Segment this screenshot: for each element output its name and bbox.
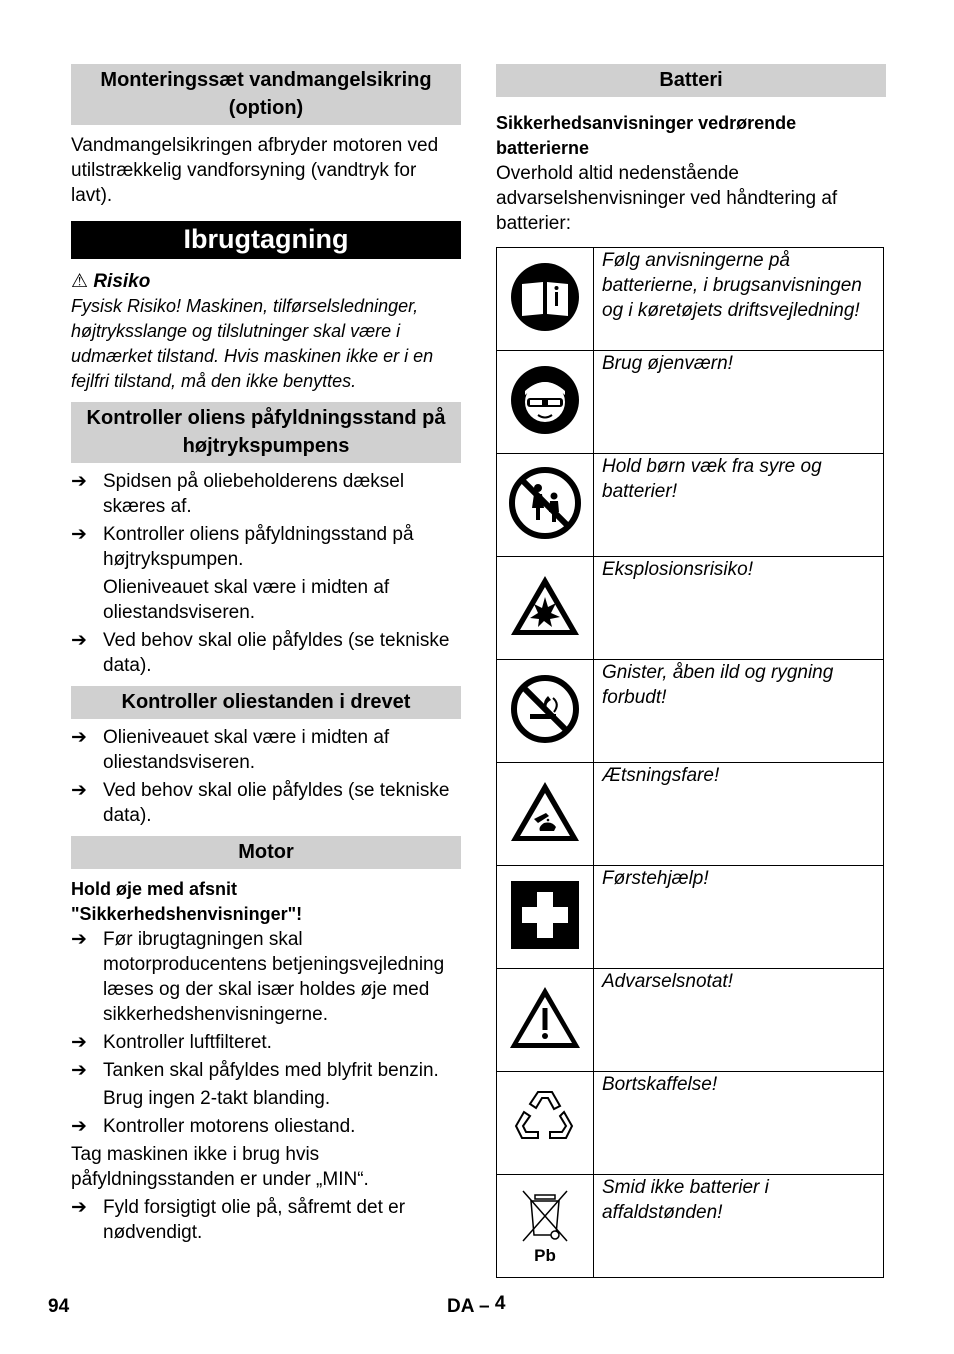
arrow-right-icon: ➔ (71, 1060, 87, 1081)
table-cell-text: Eksplosionsrisiko! (594, 557, 884, 660)
water-shortage-text: Vandmangelsikringen afbryder motoren ved utilstrækkelig vandforsyning (vandtryk for lavt). (71, 135, 439, 206)
lead-symbol-label: Pb (534, 1246, 556, 1265)
battery-safety-heading: Sikkerhedsanvisninger vedrørende batterierne (496, 113, 797, 158)
table-cell-text: Førstehjælp! (594, 866, 884, 969)
table-row (497, 660, 884, 763)
table-row (497, 866, 884, 969)
table-row (497, 969, 884, 1072)
gear-oil-list (71, 725, 461, 828)
arrow-right-icon: ➔ (71, 471, 87, 492)
list-item: ➔ Tanken skal påfyldes med blyfrit benzin. (71, 1060, 439, 1081)
table-cell-text: Bortskaffelse! (594, 1072, 884, 1175)
arrow-right-icon: ➔ (71, 929, 87, 950)
motor-list (71, 927, 461, 1139)
risk-label-row (71, 269, 461, 294)
table-row (497, 248, 884, 351)
section-heading-battery: Batteri (496, 64, 886, 97)
no-fire-smoking-icon (510, 674, 580, 744)
page-number: 94 (48, 1296, 70, 1317)
eye-protection-icon (510, 365, 580, 435)
right-column (496, 64, 886, 1278)
section-heading-pump-oil: Kontroller oliens påfyldningsstand på højtrykspumpens (71, 402, 461, 463)
section-page-number: 4 (494, 1293, 506, 1314)
corrosive-warning-icon (508, 779, 582, 845)
manual-icon (510, 262, 580, 332)
arrow-right-icon: ➔ (71, 630, 87, 651)
section-heading-motor: Motor (71, 836, 461, 869)
page-footer-label (447, 1293, 506, 1318)
left-column (71, 64, 461, 1245)
arrow-right-icon: ➔ (71, 780, 87, 801)
table-row (497, 351, 884, 454)
arrow-right-icon: ➔ (71, 1032, 87, 1053)
list-item: ➔ Fyld forsigtigt olie på, såfremt det er nødvendigt. (71, 1197, 406, 1243)
pump-oil-list (71, 469, 461, 678)
warning-triangle-icon: ⚠ (71, 271, 89, 292)
section-heading-water-shortage: Monteringssæt vandmangelsikring (option) (71, 64, 461, 125)
list-item: ➔ Før ibrugtagningen skal motorproducentens betjeningsvejledning læses og der skal især holdes øje med sikkerhedshenvisningerne. (71, 929, 445, 1025)
risk-label: Risiko (93, 271, 151, 292)
table-row (497, 1175, 884, 1278)
chapter-heading-commissioning: Ibrugtagning (71, 221, 461, 259)
table-cell-text: Gnister, åben ild og rygning forbudt! (594, 660, 884, 763)
list-item: ➔ Spidsen på oliebeholderens dæksel skæres af. (71, 471, 405, 517)
table-cell-text: Smid ikke batterier i affaldstønden! (594, 1175, 884, 1278)
safety-reference-note: Hold øje med afsnit "Sikkerhedshenvisninger"! (71, 879, 303, 924)
first-aid-icon (510, 880, 580, 950)
table-row (497, 454, 884, 557)
list-note: Olieniveauet skal være i midten af oliestandsviseren. (103, 577, 390, 623)
risk-text: Fysisk Risiko! Maskinen, tilførselsledninger, højtryksslange og tilslutninger skal være i udmærket tilstand. Hvis maskinen ikke er i en fejlfri tilstand, må den ikke benyttes. (71, 296, 434, 391)
min-level-text: Tag maskinen ikke i brug hvis påfyldningsstanden er under „MIN“. (71, 1144, 369, 1190)
table-row (497, 763, 884, 866)
list-item: ➔ Kontroller luftfilteret. (71, 1032, 272, 1053)
table-cell-text: Ætsningsfare! (594, 763, 884, 866)
list-note: Brug ingen 2-takt blanding. (103, 1088, 331, 1109)
table-cell-text: Advarselsnotat! (594, 969, 884, 1072)
footer-dash: – (479, 1296, 490, 1317)
table-cell-text: Brug øjenværn! (594, 351, 884, 454)
list-item: ➔ Olieniveauet skal være i midten af oliestandsviseren. (71, 727, 390, 773)
arrow-right-icon: ➔ (71, 727, 87, 748)
arrow-right-icon: ➔ (71, 1197, 87, 1218)
arrow-right-icon: ➔ (71, 524, 87, 545)
battery-intro-text: Overhold altid nedenstående advarselshenvisninger ved håndtering af batterier: (496, 163, 838, 234)
arrow-right-icon: ➔ (71, 1116, 87, 1137)
section-heading-gear-oil: Kontroller oliestanden i drevet (71, 686, 461, 719)
crossed-bin-icon (515, 1185, 575, 1247)
warning-icon (507, 984, 583, 1052)
battery-symbol-table (496, 247, 884, 1278)
keep-children-away-icon (508, 466, 582, 540)
language-code: DA (447, 1296, 474, 1317)
table-cell-text: Hold børn væk fra syre og batterier! (594, 454, 884, 557)
recycling-icon (508, 1086, 582, 1156)
list-item: ➔ Ved behov skal olie påfyldes (se tekniske data). (71, 780, 450, 826)
table-row (497, 557, 884, 660)
list-item: ➔ Kontroller oliens påfyldningsstand på højtrykspumpen. (71, 524, 414, 570)
table-cell-text: Følg anvisningerne på batterierne, i brugsanvisningen og i køretøjets driftsvejledning! (594, 248, 884, 351)
explosion-warning-icon (508, 573, 582, 639)
list-item: ➔ Ved behov skal olie påfyldes (se tekniske data). (71, 630, 450, 676)
table-row (497, 1072, 884, 1175)
list-item: ➔ Kontroller motorens oliestand. (71, 1116, 356, 1137)
